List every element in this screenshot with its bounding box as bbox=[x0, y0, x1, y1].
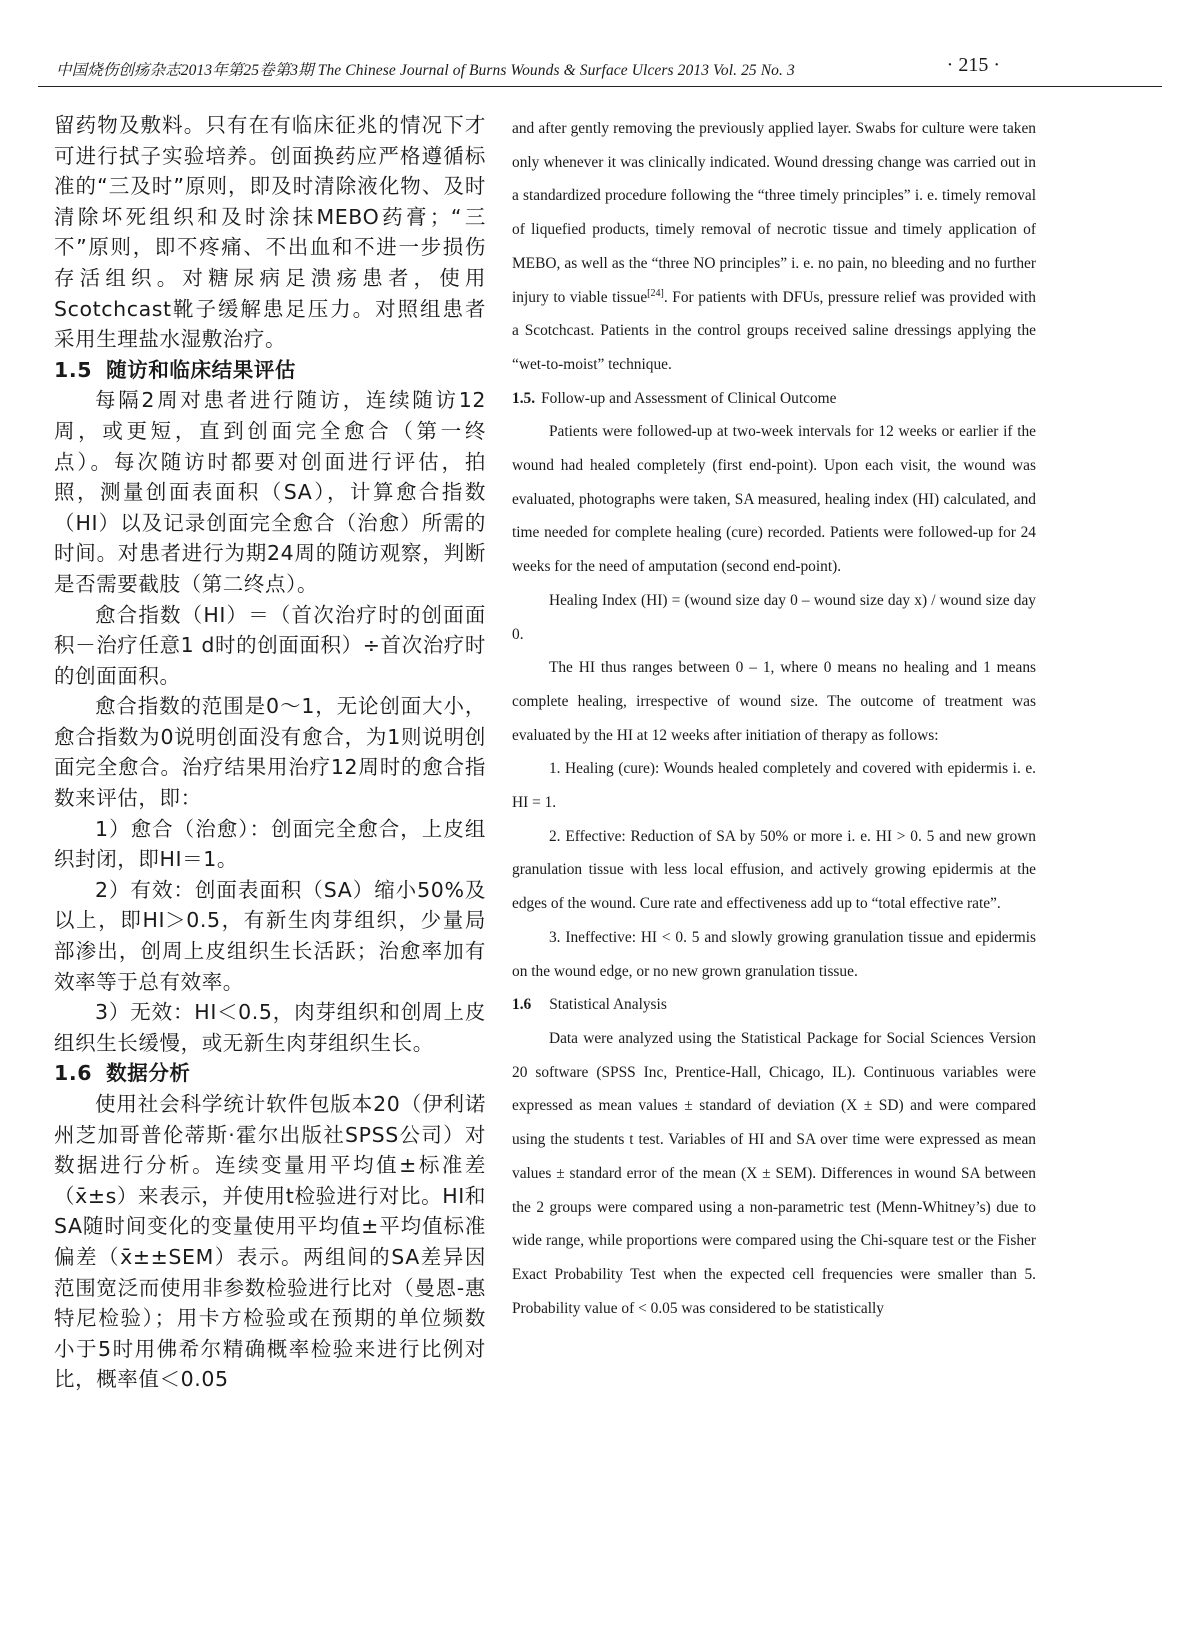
en-paragraph: The HI thus ranges between 0 – 1, where 0 means no healing and 1 means complete healing, irrespective of wound size. The outcome of treatment was evaluated by the HI at 12 weeks after initiation of therapy as follows: bbox=[512, 659, 1036, 744]
english-column bbox=[512, 112, 1036, 1325]
en-list-item: 1. Healing (cure): Wounds healed completely and covered with epidermis i. e. HI = 1. bbox=[512, 760, 1036, 812]
cn-formula: 愈合指数（HI）＝（首次治疗时的创面面积－治疗任意1 d时的创面面积）÷首次治疗时的创面面积。 bbox=[54, 602, 486, 688]
section-number: 1.5. bbox=[512, 389, 536, 407]
running-header bbox=[38, 54, 1162, 84]
en-paragraph bbox=[512, 112, 1036, 382]
cn-list-item: 1）愈合（治愈）：创面完全愈合，上皮组织封闭，即HI＝1。 bbox=[54, 816, 486, 872]
chinese-column bbox=[54, 110, 486, 1395]
cn-paragraph: 使用社会科学统计软件包版本20（伊利诺州芝加哥普伦蒂斯·霍尔出版社SPSS公司）对数据进行分析。连续变量用平均值±标准差（x̄±s）来表示，并使用t检验进行对比。HI和SA随时间变化的变量使用平均值±平均值标准偏差（x̄±±SEM）表示。两组间的SA差异因范围宽泛而使用非参数检验进行比对（曼恩-惠特尼检验）；用卡方检验或在预期的单位频数小于5时用佛希尔精确概率检验来进行比例对比，概率值＜0.05 bbox=[54, 1092, 486, 1392]
cn-paragraph: 愈合指数的范围是0～1，无论创面大小，愈合指数为0说明创面没有愈合，为1则说明创面完全愈合。治疗结果用治疗12周时的愈合指数来评估，即： bbox=[54, 694, 486, 811]
en-formula: Healing Index (HI) = (wound size day 0 – wound size day x) / wound size day 0. bbox=[512, 591, 1036, 643]
page-number: · 215 · bbox=[946, 54, 1000, 76]
section-number: 1.6 bbox=[54, 1061, 93, 1086]
en-paragraph: Patients were followed-up at two-week intervals for 12 weeks or earlier if the wound had healed completely (first end-point). Upon each visit, the wound was evaluated, photographs were taken, SA measured, healing index (HI) calculated, and time needed for complete healing (cure) recorded. Patients were followed-up for 24 weeks for the need of amputation (second end-point). bbox=[512, 423, 1036, 576]
cn-section-heading-1-5 bbox=[54, 355, 486, 386]
en-list-item: 2. Effective: Reduction of SA by 50% or more i. e. HI > 0. 5 and new grown granulation tissue with less local effusion, and actively growing epidermis at the edges of the wound. Cure rate and effectiveness add up to “total effective rate”. bbox=[512, 827, 1036, 913]
section-title: Statistical Analysis bbox=[549, 996, 667, 1014]
section-title: 数据分析 bbox=[106, 1061, 191, 1086]
journal-title: 中国烧伤创疡杂志2013年第25卷第3期 The Chinese Journal of Burns Wounds & Surface Ulcers 2013 Vol. 25 No. 3 bbox=[56, 62, 795, 79]
en-section-heading-1-5 bbox=[512, 382, 1036, 416]
en-text: and after gently removing the previously applied layer. Swabs for culture were taken only whenever it was clinically indicated. Wound dressing change was carried out in a standardized procedure following the “three timely principles” i. e. timely removal of liquefied products, timely removal of necrotic tissue and timely application of MEBO, as well as the “three NO principles” i. e. no pain, no bleeding and no further injury to viable tissue bbox=[512, 120, 1036, 306]
en-paragraph: Data were analyzed using the Statistical Package for Social Sciences Version 20 software (SPSS Inc, Prentice-Hall, Chicago, IL). Continuous variables were expressed as mean values ± standard of deviation (X ± SD) and were compared using the students t test. Variables of HI and SA over time were expressed as mean values ± standard error of the mean (X ± SEM). Differences in wound SA between the 2 groups were compared using a non-parametric test (Menn-Whitney’s) due to wide range, while proportions were compared using the Chi-square test or the Fisher Exact Probability Test when the expected cell frequencies were smaller than 5. Probability value of < 0.05 was considered to be statistically bbox=[512, 1029, 1036, 1317]
cn-paragraph: 每隔2周对患者进行随访，连续随访12周，或更短，直到创面完全愈合（第一终点）。每次随访时都要对创面进行评估，拍照，测量创面表面积（SA），计算愈合指数（HI）以及记录创面完全愈合（治愈）所需的时间。对患者进行为期24周的随访观察，判断是否需要截肢（第二终点）。 bbox=[54, 388, 486, 596]
section-number: 1.6 bbox=[512, 996, 532, 1014]
cn-section-heading-1-6 bbox=[54, 1058, 486, 1089]
citation: [24] bbox=[647, 287, 664, 299]
cn-list-item: 3）无效：HI＜0.5，肉芽组织和创周上皮组织生长缓慢，或无新生肉芽组织生长。 bbox=[54, 1000, 486, 1055]
cn-paragraph: 留药物及敷料。只有在有临床征兆的情况下才可进行拭子实验培养。创面换药应严格遵循标准的“三及时”原则，即及时清除液化物、及时清除坏死组织和及时涂抹MEBO药膏；“三不”原则，即不疼痛、不出血和不进一步损伤存活组织。对糖尿病足溃疡患者，使用Scotchcast靴子缓解患足压力。对照组患者采用生理盐水湿敷治疗。 bbox=[54, 113, 486, 352]
section-number: 1.5 bbox=[54, 357, 93, 382]
en-list-item: 3. Ineffective: HI < 0. 5 and slowly growing granulation tissue and epidermis on the wound edge, or no new grown granulation tissue. bbox=[512, 928, 1036, 980]
en-text: . For patients with DFUs, pressure relief was provided with a Scotchcast. Patients in the control groups received saline dressings applying the “wet-to-moist” technique. bbox=[512, 288, 1036, 373]
header-rule bbox=[38, 86, 1162, 87]
section-title: 随访和临床结果评估 bbox=[106, 357, 297, 382]
cn-list-item: 2）有效：创面表面积（SA）缩小50%及以上，即HI＞0.5，有新生肉芽组织，少量局部渗出，创周上皮组织生长活跃；治愈率加有效率等于总有效率。 bbox=[54, 877, 486, 994]
en-section-heading-1-6 bbox=[512, 988, 1036, 1022]
section-title: Follow-up and Assessment of Clinical Outcome bbox=[541, 389, 837, 407]
